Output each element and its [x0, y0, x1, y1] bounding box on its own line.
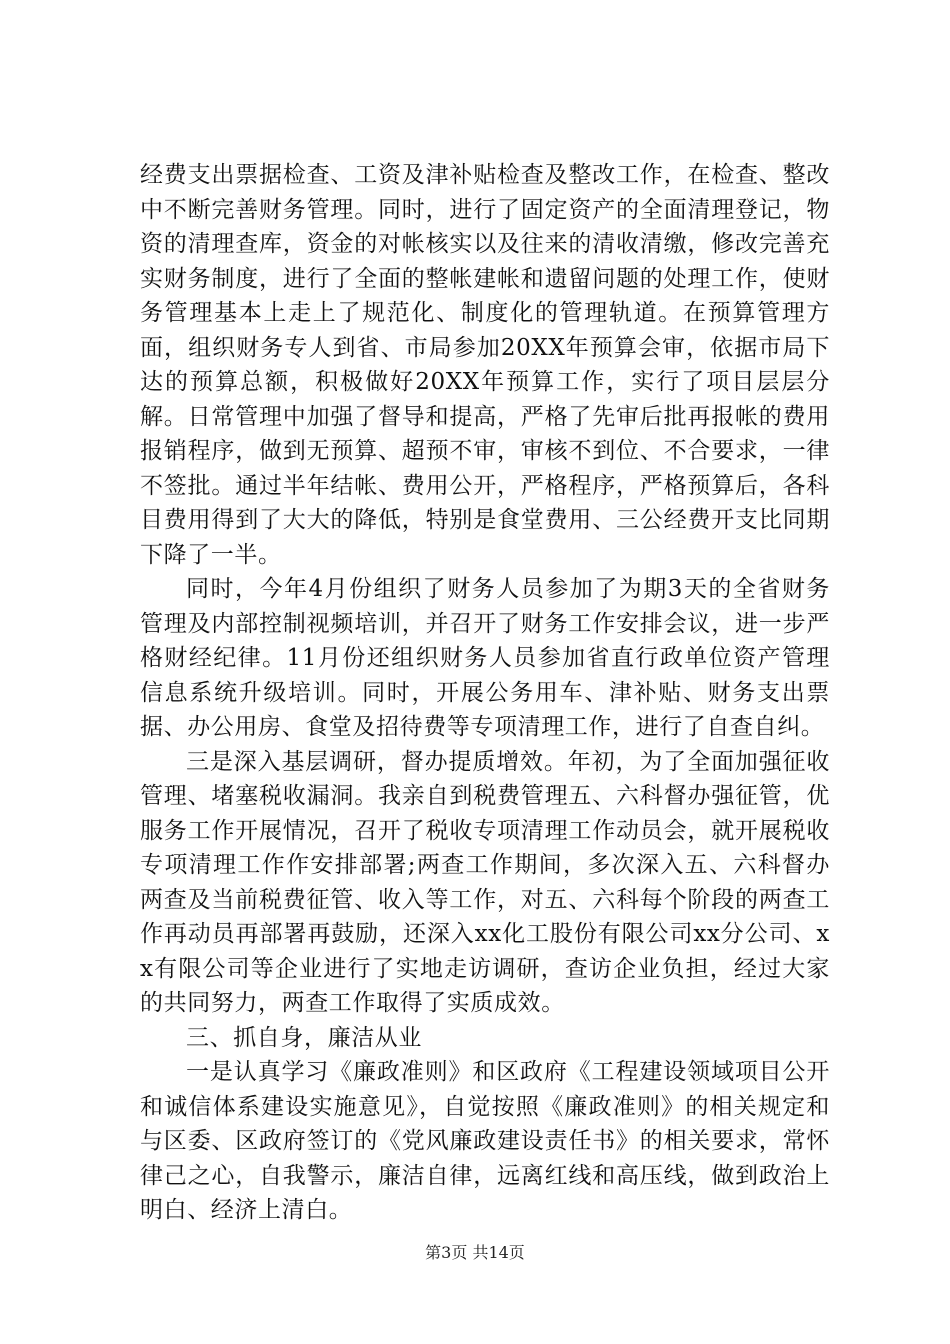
- paragraph-financial-training: 同时，今年4月份组织了财务人员参加了为期3天的全省财务管理及内部控制视频培训，并召开了财务工作安排会议，进一步严格财经纪律。11月份还组织财务人员参加省直行政单位资产管理信息系统升级培训。同时，开展公务用车、津补贴、财务支出票据、办公用房、食堂及招待费等专项清理工作，进行了自查自纠。: [140, 576, 830, 740]
- paragraph-financial-management: 经费支出票据检查、工资及津补贴检查及整改工作，在检查、整改中不断完善财务管理。同时，进行了固定资产的全面清理登记，物资的清理查库，资金的对帐核实以及往来的清收清缴，修改完善充实财务制度，进行了全面的整帐建帐和遗留问题的处理工作，使财务管理基本上走上了规范化、制度化的管理轨道。在预算管理方面，组织财务专人到省、市局参加20XX年预算会审，依据市局下达的预算总额，积极做好20XX年预算工作，实行了项目层层分解。日常管理中加强了督导和提高，严格了先审后批再报帐的费用报销程序，做到无预算、超预不审，审核不到位、不合要求，一律不签批。通过半年结帐、费用公开，严格程序，严格预算后，各科目费用得到了大大的降低，特别是食堂费用、三公经费开支比同期下降了一半。: [140, 162, 830, 568]
- page-number-footer: 第3页 共14页: [425, 1243, 525, 1262]
- section-heading-integrity: 三、抓自身，廉洁从业: [186, 1024, 422, 1051]
- paragraph-integrity-study: 一是认真学习《廉政准则》和区政府《工程建设领域项目公开和诚信体系建设实施意见》，自觉按照《廉政准则》的相关规定和与区委、区政府签订的《党风廉政建设责任书》的相关要求，常怀律己之心，自我警示，廉洁自律，远离红线和高压线，做到政治上明白、经济上清白。: [140, 1059, 830, 1223]
- document-body: [140, 158, 830, 1228]
- paragraph-grassroots-research: 三是深入基层调研，督办提质增效。年初，为了全面加强征收管理、堵塞税收漏洞。我亲自到税费管理五、六科督办强征管，优服务工作开展情况，召开了税收专项清理工作动员会，就开展税收专项清理工作作安排部署;两查工作期间，多次深入五、六科督办两查及当前税费征管、收入等工作，对五、六科每个阶段的两查工作再动员再部署再鼓励，还深入xx化工股份有限公司xx分公司、xx有限公司等企业进行了实地走访调研，查访企业负担，经过大家的共同努力，两查工作取得了实质成效。: [140, 748, 830, 1016]
